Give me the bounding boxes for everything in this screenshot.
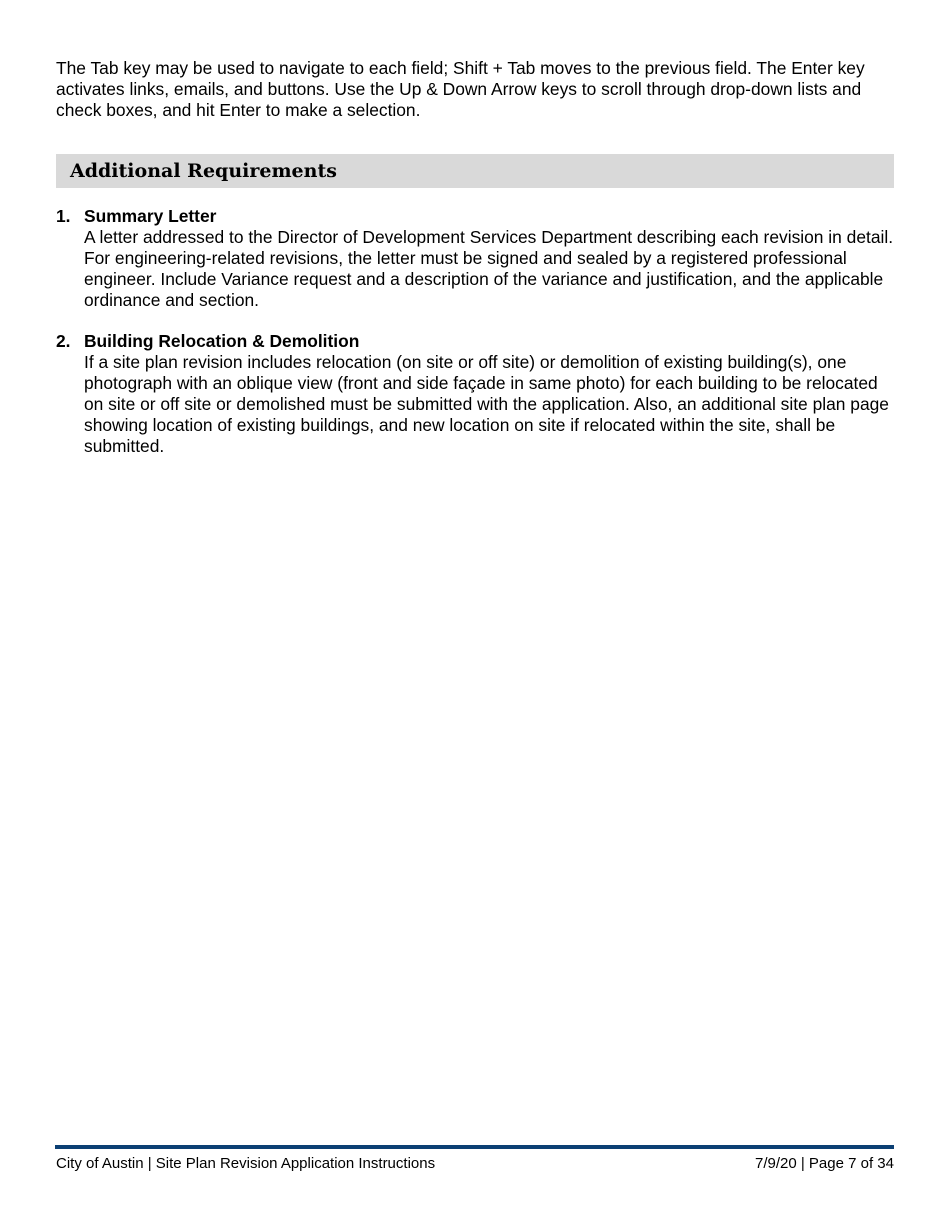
requirement-number: 2. bbox=[56, 331, 71, 351]
requirement-item bbox=[56, 206, 896, 311]
intro-paragraph: The Tab key may be used to navigate to each field; Shift + Tab moves to the previous field. The Enter key activates links, emails, and buttons. Use the Up & Down Arrow keys to scroll through drop-down lists and check boxes, and hit Enter to make a selection. bbox=[56, 58, 865, 120]
footer-document-title: City of Austin | Site Plan Revision Application Instructions bbox=[56, 1155, 436, 1172]
requirement-text: If a site plan revision includes relocation (on site or off site) or demolition of existing building(s), one photograph with an oblique view (front and side façade in same photo) for each building to be relocated on site or off site or demolished must be submitted with the application. Also, an additional site plan page showing location of existing buildings, and new location on site if relocated within the site, shall be submitted. bbox=[84, 352, 889, 456]
requirement-title: Summary Letter bbox=[84, 206, 217, 226]
section-title: Additional Requirements bbox=[70, 160, 337, 182]
requirement-title: Building Relocation & Demolition bbox=[84, 331, 360, 351]
requirements-list bbox=[56, 206, 896, 457]
footer-divider bbox=[55, 1145, 894, 1149]
footer-page-number: 7/9/20 | Page 7 of 34 bbox=[754, 1155, 894, 1172]
requirement-item bbox=[56, 331, 896, 457]
section-header bbox=[56, 154, 894, 188]
requirement-text: A letter addressed to the Director of Development Services Department describing each revision in detail. For engineering-related revisions, the letter must be signed and sealed by a registered professional engineer. Include Variance request and a description of the variance and justification, and the applicable ordinance and section. bbox=[84, 227, 894, 310]
requirement-number: 1. bbox=[56, 206, 71, 226]
